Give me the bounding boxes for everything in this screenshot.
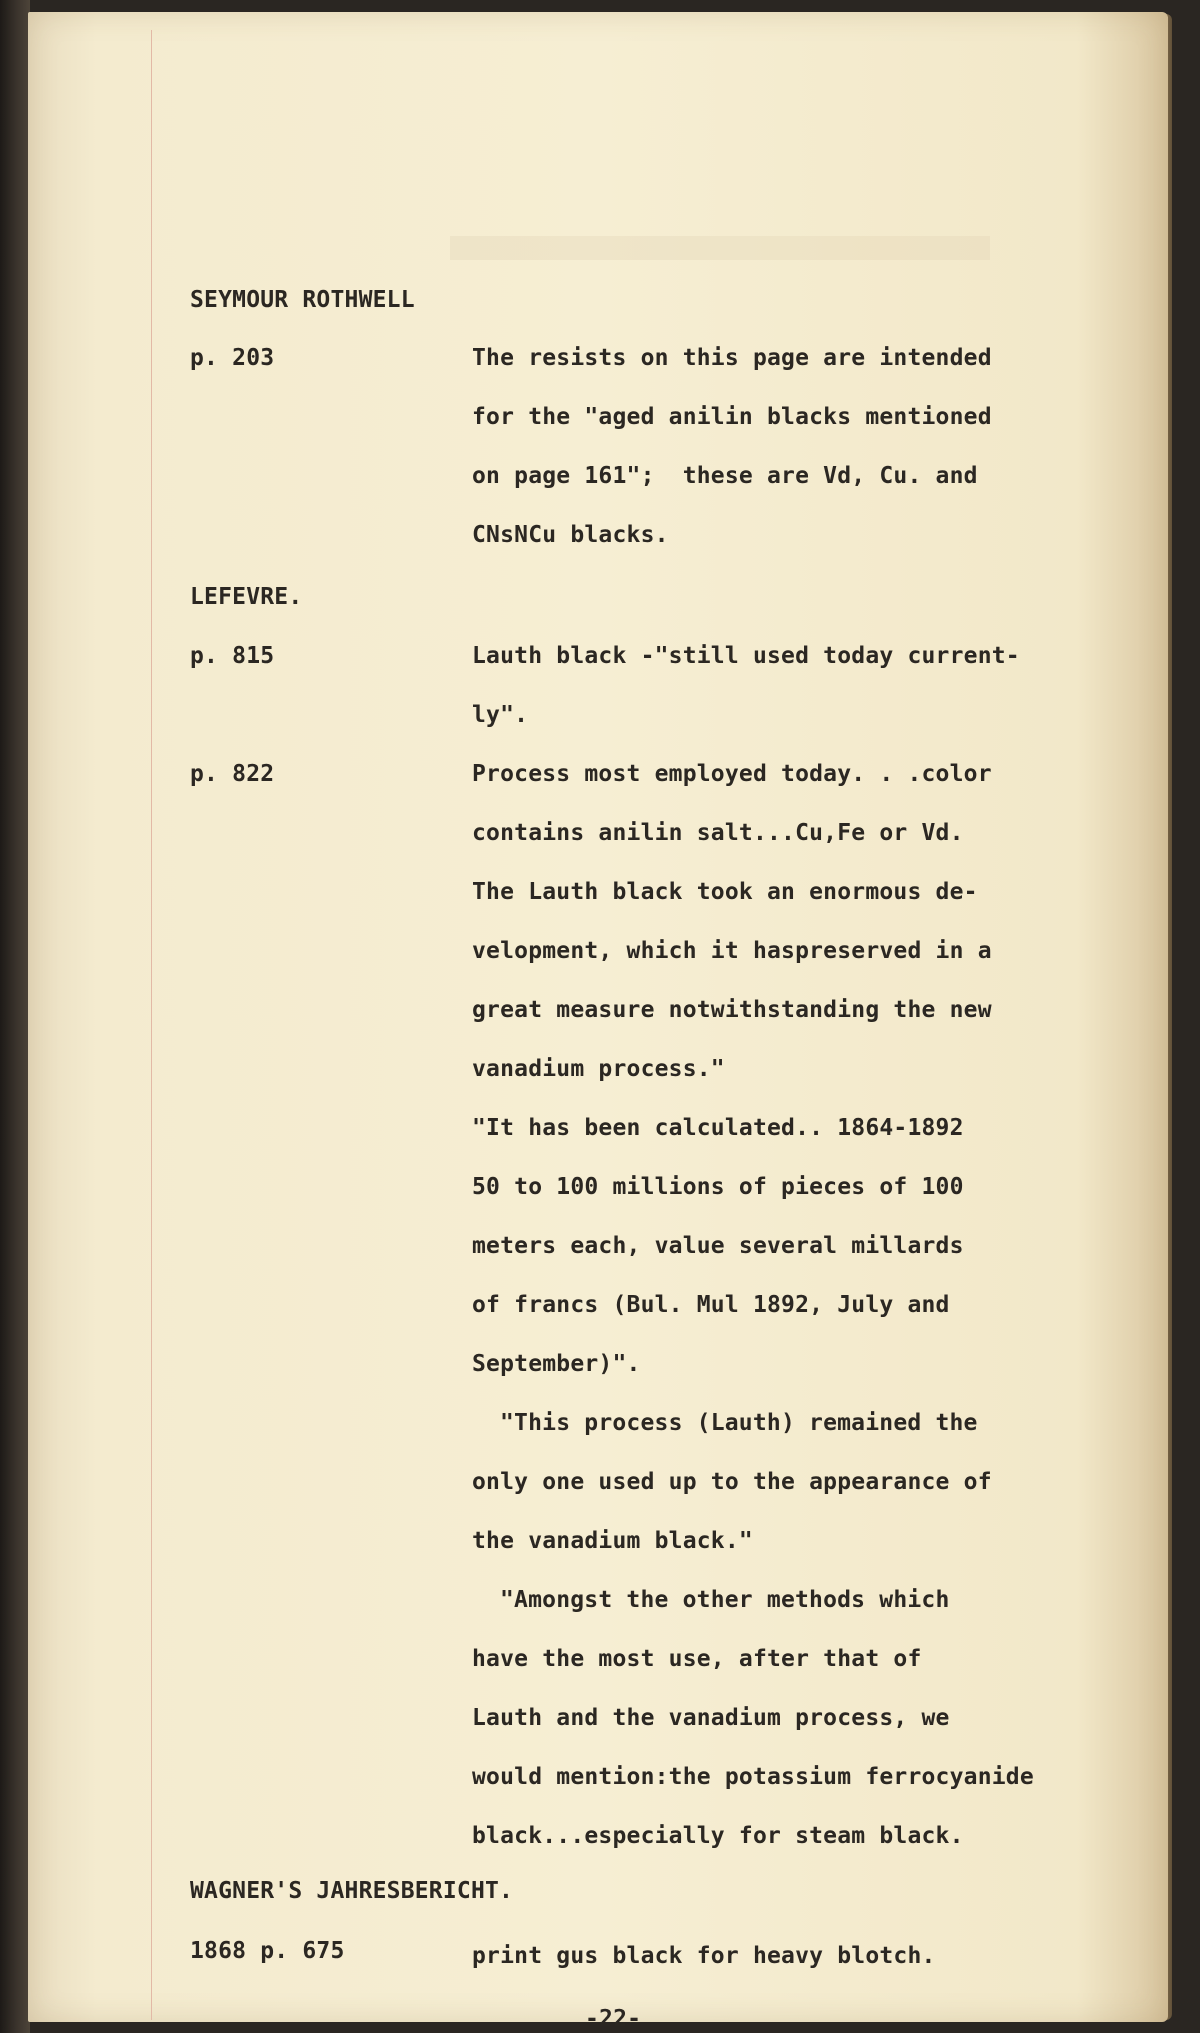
page-reference: p. 203 (190, 345, 275, 371)
entry-line: would mention:the potassium ferrocyanide (472, 1764, 1034, 1790)
entry-line: meters each, value several millards (472, 1233, 964, 1259)
entry-line: "This process (Lauth) remained the (500, 1410, 978, 1436)
margin-rule (151, 30, 152, 2020)
entry-line: "Amongst the other methods which (500, 1587, 950, 1613)
entry-line: black...especially for steam black. (472, 1823, 964, 1849)
entry-line: for the "aged anilin blacks mentioned (472, 404, 992, 430)
entry-line: on page 161"; these are Vd, Cu. and (472, 463, 978, 489)
entry-line: 50 to 100 millions of pieces of 100 (472, 1174, 964, 1200)
entry-line: The resists on this page are intended (472, 345, 992, 371)
entry-line: Lauth black -"still used today current- (472, 643, 1020, 669)
entry-line: "It has been calculated.. 1864-1892 (472, 1115, 964, 1141)
author-heading: LEFEVRE. (190, 584, 303, 610)
entry-line: vanadium process." (472, 1056, 725, 1082)
entry-line: have the most use, after that of (472, 1646, 922, 1672)
entry-line: the vanadium black." (472, 1528, 753, 1554)
entry-line: of francs (Bul. Mul 1892, July and (472, 1292, 950, 1318)
page-number: -22- (585, 2006, 642, 2032)
bleed-through (450, 236, 990, 260)
entry-line: September)". (472, 1351, 641, 1377)
entry-line: Lauth and the vanadium process, we (472, 1705, 950, 1731)
entry-line: The Lauth black took an enormous de- (472, 879, 978, 905)
author-heading: WAGNER'S JAHRESBERICHT. (190, 1878, 514, 1904)
entry-line: print gus black for heavy blotch. (472, 1943, 936, 1969)
entry-line: great measure notwithstanding the new (472, 997, 992, 1023)
page-reference: p. 822 (190, 761, 275, 787)
entry-line: velopment, which it haspreserved in a (472, 938, 992, 964)
page-reference: p. 815 (190, 643, 275, 669)
entry-line: only one used up to the appearance of (472, 1469, 992, 1495)
entry-line: contains anilin salt...Cu,Fe or Vd. (472, 820, 964, 846)
book-binding (0, 0, 30, 2033)
entry-line: ly". (472, 702, 529, 728)
author-heading: SEYMOUR ROTHWELL (190, 287, 415, 313)
entry-line: Process most employed today. . .color (472, 761, 992, 787)
page-reference: 1868 p. 675 (190, 1938, 345, 1964)
entry-line: CNsNCu blacks. (472, 522, 669, 548)
